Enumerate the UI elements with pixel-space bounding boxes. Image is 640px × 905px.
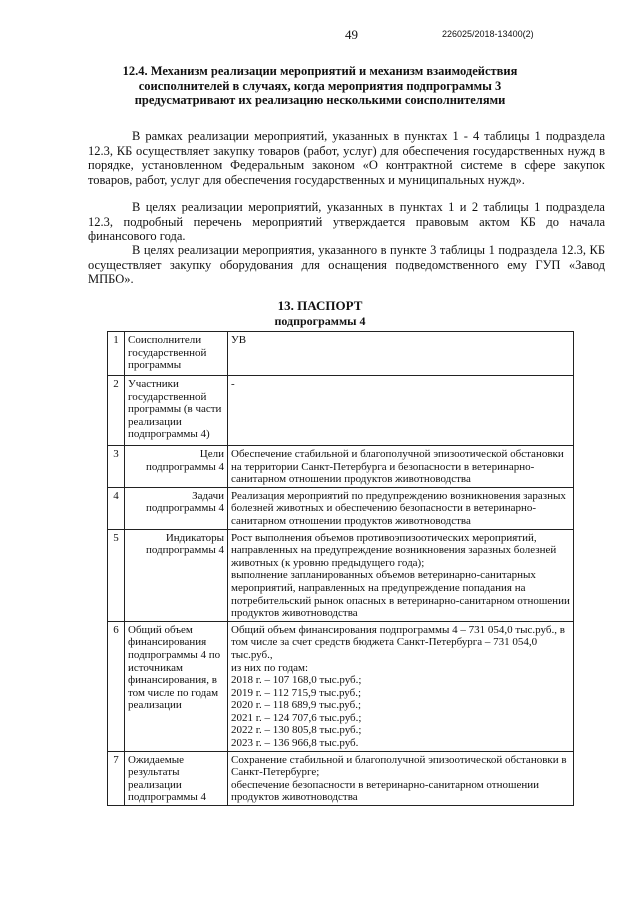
value-line: УВ [231,334,247,346]
table-row [108,446,574,488]
value-line: - [231,378,235,390]
row-number: 2 [108,376,125,446]
row-value [228,446,574,488]
row-label: Цели подпрограммы 4 [125,446,228,488]
row-label: Общий объем финансирования подпрограммы 4 по источникам финансирования, в том числе по годам реализации [125,621,228,751]
value-line: 2018 г. – 107 168,0 тыс.руб.; [231,674,362,687]
section-12-4-title: 12.4. Механизм реализации мероприятий и механизм взаимодействия соисполнителей в случаях, когда мероприятия подпрограммы 3 предусматривают их реализацию несколькими соисполнителями [122,64,518,107]
row-label: Соисполнители государственной программы [125,332,228,376]
row-number: 3 [108,446,125,488]
row-label: Участники государственной программы (в части реализации подпрограммы 4) [125,376,228,446]
value-line: Сохранение стабильной и благополучной эпизоотической обстановки в Санкт-Петербурге; [231,753,567,779]
table-row [108,529,574,621]
row-value [228,487,574,529]
row-value [228,621,574,751]
row-value [228,529,574,621]
value-line: обеспечение безопасности в ветеринарно-санитарном отношении продуктов животноводства [231,778,539,804]
paragraph-equipment: В целях реализации мероприятия, указанного в пункте 3 таблицы 1 подраздела 12.3, КБ осуществляет закупку оборудования для оснащения подведомственного ему ГУП «Завод МПБО». [88,243,605,287]
table-row [108,751,574,805]
document-id: 226025/2018-13400(2) [442,29,534,39]
value-line: Реализация мероприятий по предупреждению возникновения заразных болезней животных и обеспечению безопасности в ветеринарно-санитарном отношении продуктов животноводства [231,489,566,527]
row-value [228,751,574,805]
row-number: 4 [108,487,125,529]
row-number: 5 [108,529,125,621]
value-line: из них по годам: [231,661,309,674]
value-line: 2021 г. – 124 707,6 тыс.руб.; [231,711,362,724]
row-label: Индикаторы подпрограммы 4 [125,529,228,621]
value-line: 2020 г. – 118 689,9 тыс.руб.; [231,699,362,712]
value-line: 2022 г. – 130 805,8 тыс.руб.; [231,724,362,737]
row-number: 7 [108,751,125,805]
paragraph-procurement: В рамках реализации мероприятий, указанных в пунктах 1 - 4 таблицы 1 подраздела 12.3, КБ осуществляет закупку товаров (работ, услуг) для обеспечения государственных нужд в порядке, установленном Федеральным законом «О контрактной системе в сфере закупок товаров, работ, услуг для обеспечения государственных и муниципальных нужд». [88,129,605,187]
value-line: 2023 г. – 136 966,8 тыс.руб. [231,737,359,750]
section-13-title: 13. ПАСПОРТ [277,298,363,313]
row-number: 6 [108,621,125,751]
table-row [108,487,574,529]
section-13-subtitle: подпрограммы 4 [274,314,366,328]
value-line: выполнение запланированных объемов ветеринарно-санитарных мероприятий, направленных на предупреждение попадания на потребительский рынок опасных в ветеринарно-санитарном отношении продуктов животноводства [231,569,570,620]
table-row [108,332,574,376]
row-label: Ожидаемые результаты реализации подпрограммы 4 [125,751,228,805]
paragraph-activities-list: В целях реализации мероприятий, указанных в пунктах 1 и 2 таблицы 1 подраздела 12.3, подробный перечень мероприятий утверждается правовым актом КБ до начала финансового года. [88,200,605,244]
row-value [228,332,574,376]
page-number: 49 [345,27,358,42]
row-value [228,376,574,446]
value-line: Рост выполнения объемов противоэпизоотических мероприятий, направленных на предупреждение возникновения заразных болезней животных (к уровню предыдущего года); [231,531,557,569]
row-label: Задачи подпрограммы 4 [125,487,228,529]
value-line: Общий объем финансирования подпрограммы 4 – 731 054,0 тыс.руб., в том числе за счет средств бюджета Санкт-Петербурга – 731 054,0 тыс.руб., [231,623,565,661]
value-line: Обеспечение стабильной и благополучной эпизоотической обстановки на территории Санкт-Петербурга и безопасности в ветеринарно-санитарном отношении продуктов животноводства [231,448,564,486]
table-row [108,376,574,446]
passport-table [107,331,574,806]
table-row [108,621,574,751]
row-number: 1 [108,332,125,376]
value-line: 2019 г. – 112 715,9 тыс.руб.; [231,686,362,699]
